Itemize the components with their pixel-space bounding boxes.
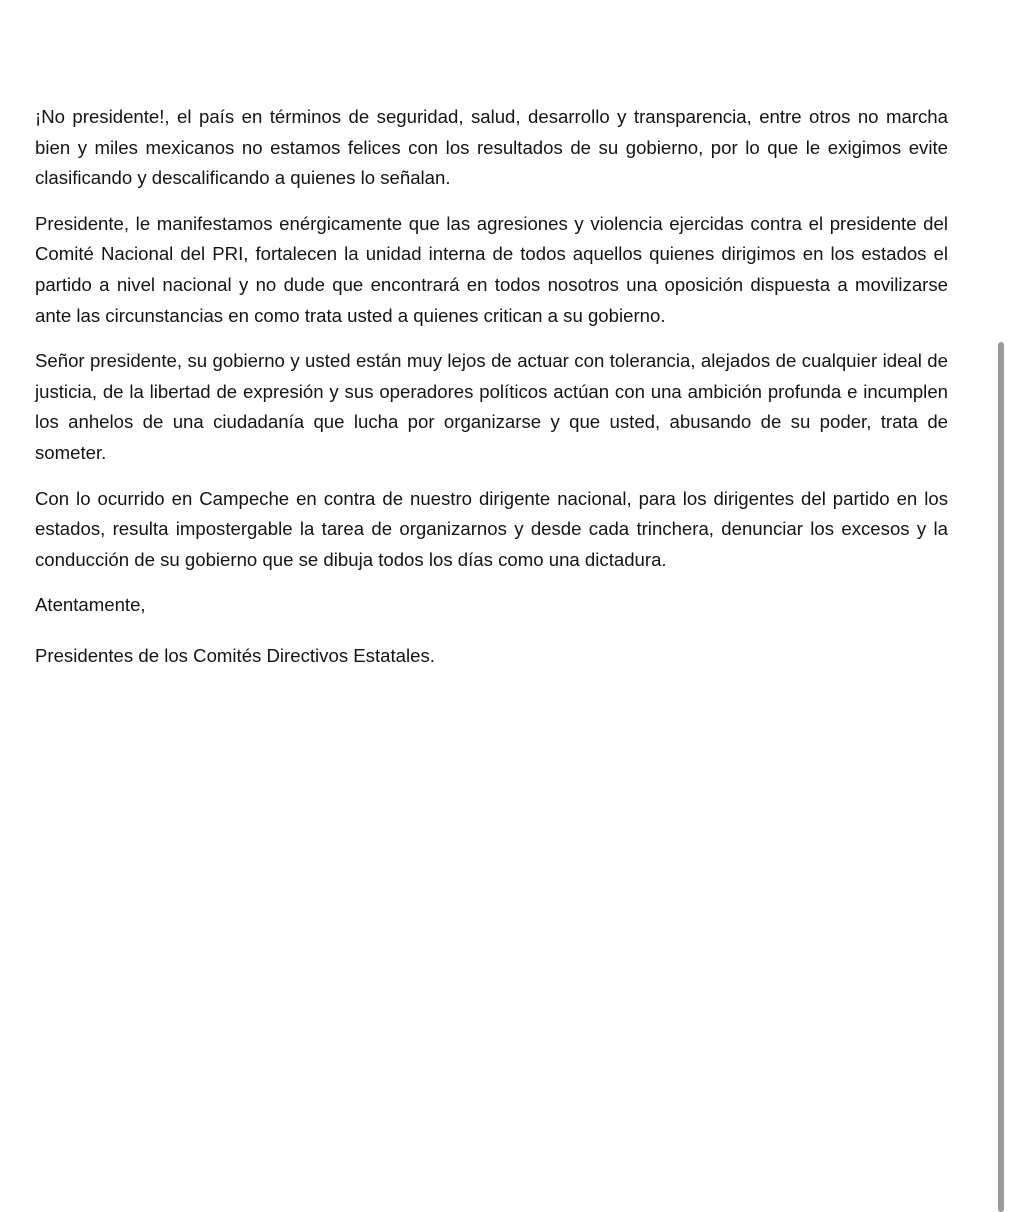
closing-line: Atentamente, — [35, 594, 146, 616]
paragraph-3: Señor presidente, su gobierno y usted están muy lejos de actuar con tolerancia, alejados de cualquier ideal de justicia, de la libertad de expresión y sus operadores políticos actúan con una ambición profunda e incumplen los anhelos de una ciudadanía que lucha por organizarse y que usted, abusando de su poder, trata de someter. — [35, 350, 948, 463]
paragraph-1: ¡No presidente!, el país en términos de seguridad, salud, desarrollo y transparencia, entre otros no marcha bien y miles mexicanos no estamos felices con los resultados de su gobierno, por lo que le exigimos evite clasificando y descalificando a quienes lo señalan. — [35, 106, 948, 189]
scrollbar-thumb[interactable] — [998, 342, 1004, 1212]
vertical-scrollbar[interactable] — [996, 340, 1006, 1200]
signature-line: Presidentes de los Comités Directivos Estatales. — [35, 644, 435, 666]
paragraph-4: Con lo ocurrido en Campeche en contra de nuestro dirigente nacional, para los dirigentes del partido en los estados, resulta impostergable la tarea de organizarnos y desde cada trinchera, denunciar los excesos y la conducción de su gobierno que se dibuja todos los días como una dictadura. — [35, 487, 948, 570]
document-body — [35, 102, 948, 692]
paragraph-2: Presidente, le manifestamos enérgicamente que las agresiones y violencia ejercidas contra el presidente del Comité Nacional del PRI, fortalecen la unidad interna de todos aquellos quienes dirigimos en los estados el partido a nivel nacional y no dude que encontrará en todos nosotros una oposición dispuesta a movilizarse ante las circunstancias en como trata usted a quienes critican a su gobierno. — [35, 212, 948, 326]
